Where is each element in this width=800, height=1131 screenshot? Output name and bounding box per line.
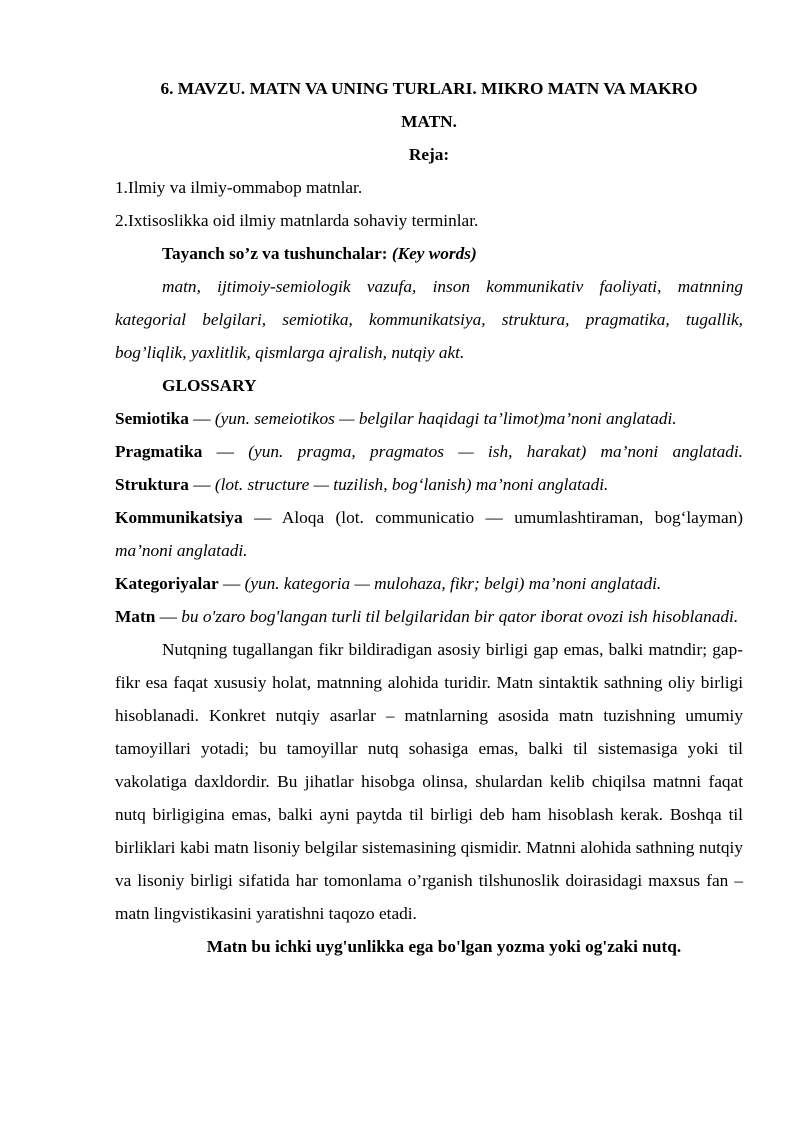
glossary-term: Matn (115, 607, 156, 626)
glossary-sep: — (188, 475, 215, 494)
glossary-term: Semiotika (115, 409, 189, 428)
glossary-entry-kommunikatsiya (115, 501, 743, 567)
glossary-sep: — (202, 442, 249, 461)
reja-heading: Reja: (408, 145, 450, 164)
keywords-label: Tayanch so’z va tushunchalar: (162, 244, 388, 263)
glossary-def-plain: Aloqa (lot. communicatio — umumlashtiraman, bog‘layman) (281, 508, 744, 527)
glossary-term: Kommunikatsiya (115, 508, 243, 527)
glossary-heading (115, 369, 743, 402)
glossary-heading-text: GLOSSARY (162, 376, 257, 395)
glossary-entry-pragmatika (115, 435, 743, 468)
final-statement: Matn bu ichki uyg'unlikka ega bo'lgan yozma yoki og'zaki nutq. (206, 937, 682, 956)
glossary-def: (lot. structure — tuzilish, bog‘lanish) ma’noni anglatadi. (214, 475, 609, 494)
glossary-def: (yun. kategoria — mulohaza, fikr; belgi) ma’noni anglatadi. (244, 574, 662, 593)
keywords-heading (115, 237, 743, 270)
glossary-sep: — (188, 409, 215, 428)
plan-item-1: 1.Ilmiy va ilmiy-ommabop matnlar. (115, 178, 363, 197)
page-title (115, 72, 743, 138)
keywords-sub: (Key words) (391, 244, 477, 263)
glossary-sep: — (218, 574, 245, 593)
title-line-1: 6. MAVZU. MATN VA UNING TURLARI. MIKRO MATN VA MAKRO (160, 79, 698, 98)
plan-item-2: 2.Ixtisoslikka oid ilmiy matnlarda sohaviy terminlar. (115, 211, 479, 230)
glossary-sep: — (242, 508, 282, 527)
body-paragraph: Nutqning tugallangan fikr bildiradigan asosiy birligi gap emas, balki matndir; gap-fikr esa faqat xususiy holat, matnning alohida turidir. Matn sintaktik sathning oliy birligi hisoblanadi. Konkret nutqiy asarlar – matnlarning asosida matn tuzishning umumiy tamoyillari yotadi; bu tamoyillar nutq sohasiga emas, balki til sistemasiga yoki til vakolatiga daxldordir. Bu jihatlar hisobga olinsa, shulardan kelib chiqilsa matnni faqat nutq birligigina emas, balki ayni paytda til birligi deb ham hisoblash kerak. Boshqa til birliklari kabi matn lisoniy belgilar sistemasining qismidir. Matnni alohida sathning nutqiy va lisoniy birligi sifatida har tomonlama o’rganish tilshunoslik doirasidagi maxsus fan – matn lingvistikasini yaratishni taqozo etadi. (115, 640, 743, 923)
glossary-term: Pragmatika (115, 442, 203, 461)
title-line-2: MATN. (401, 112, 457, 131)
glossary-entry-kategoriyalar (115, 567, 743, 600)
glossary-def: ma’noni anglatadi. (115, 541, 248, 560)
keywords-text: matn, ijtimoiy-semiologik vazufa, inson kommunikativ faoliyati, matnning kategorial belgilari, semiotika, kommunikatsiya, struktura, pragmatika, tugallik, bog’liqlik, yaxlitlik, qismlarga ajralish, nutqiy akt. (115, 277, 743, 362)
glossary-entry-struktura (115, 468, 743, 501)
glossary-term: Kategoriyalar (115, 574, 219, 593)
glossary-def: bu o'zaro bog'langan turli til belgilaridan bir qator iborat ovozi ish hisoblanadi. (181, 607, 739, 626)
glossary-sep: — (155, 607, 182, 626)
glossary-def: (yun. semeiotikos — belgilar haqidagi ta’limot)ma’noni anglatadi. (214, 409, 677, 428)
document-page (115, 72, 743, 963)
glossary-term: Struktura (115, 475, 189, 494)
glossary-entry-semiotika (115, 402, 743, 435)
glossary-entry-matn (115, 600, 743, 633)
glossary-def: (yun. pragma, pragmatos — ish, harakat) ma’noni anglatadi. (248, 442, 744, 461)
